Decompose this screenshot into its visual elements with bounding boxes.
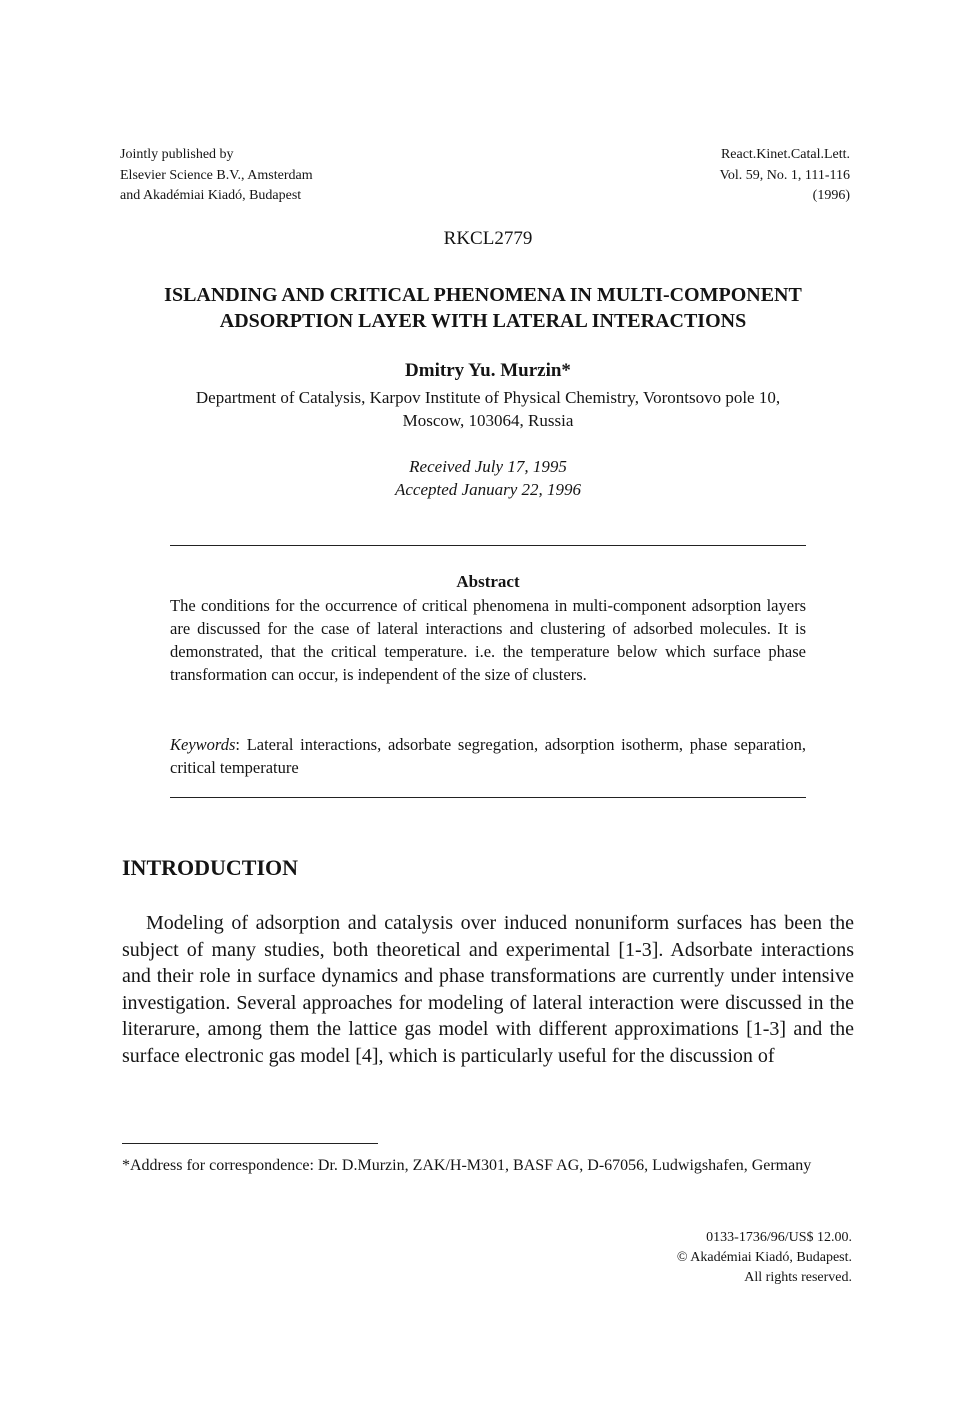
title-line: ADSORPTION LAYER WITH LATERAL INTERACTIONS — [219, 310, 747, 332]
footnote: *Address for correspondence: Dr. D.Murzin, ZAK/H-M301, BASF AG, D-67056, Ludwigshafen, Germany — [122, 1157, 812, 1174]
footnote-rule — [122, 1143, 378, 1144]
keywords-text: : Lateral interactions, adsorbate segregation, adsorption isotherm, phase separation, critical temperature — [170, 735, 806, 777]
copyright-line: 0133-1736/96/US$ 12.00. — [706, 1230, 852, 1245]
journal-line: Vol. 59, No. 1, 111-116 — [719, 167, 850, 183]
journal-line: React.Kinet.Catal.Lett. — [720, 147, 850, 162]
copyright-block — [677, 1228, 852, 1288]
abstract-heading: Abstract — [456, 572, 520, 591]
dates — [0, 455, 976, 501]
abstract-top-rule — [170, 545, 806, 546]
accepted-date: Accepted January 22, 1996 — [395, 480, 581, 499]
intro-paragraph: Modeling of adsorption and catalysis over induced nonuniform surfaces has been the subject of many studies, both theoretical and experimental [1-3]. Adsorbate interactions and their role in surface dynamics and phase transformations are currently under intensive investigation. Several approaches for modeling of lateral interaction were discussed in the literarure, among them the lattice gas model with different approximations [1-3] and the surface electronic gas model [4], which is particularly useful for the discussion of — [122, 912, 854, 1067]
abstract-bottom-rule — [170, 797, 806, 798]
abstract-text: The conditions for the occurrence of critical phenomena in multi-component adsorption layers are discussed for the case of lateral interactions and clustering of adsorbed molecules. It is demonstrated, that the critical temperature. i.e. the temperature below which surface phase transformation can occur, is independent of the size of clusters. — [170, 596, 806, 684]
author-name: Dmitry Yu. Murzin* — [405, 360, 571, 381]
keywords — [170, 733, 806, 779]
journal-info — [720, 145, 850, 207]
paper-title — [90, 282, 876, 334]
affiliation-line: Moscow, 103064, Russia — [402, 411, 574, 430]
affiliation — [120, 386, 856, 432]
title-line: ISLANDING AND CRITICAL PHENOMENA IN MULTI-COMPONENT — [164, 284, 802, 306]
journal-line: (1996) — [812, 188, 850, 203]
copyright-line: © Akadémiai Kiadó, Budapest. — [676, 1250, 852, 1265]
keywords-label: Keywords — [170, 735, 236, 754]
affiliation-line: Department of Catalysis, Karpov Institute of Physical Chemistry, Vorontsovo pole 10, — [195, 388, 781, 407]
article-code: RKCL2779 — [443, 228, 533, 249]
section-heading: INTRODUCTION — [122, 855, 299, 880]
copyright-line: All rights reserved. — [744, 1270, 852, 1285]
publisher-line: and Akadémiai Kiadó, Budapest — [120, 188, 302, 203]
publisher-line: Elsevier Science B.V., Amsterdam — [120, 167, 313, 183]
publisher-line: Jointly published by — [120, 147, 234, 162]
received-date: Received July 17, 1995 — [409, 457, 567, 476]
publisher-info — [120, 145, 313, 207]
